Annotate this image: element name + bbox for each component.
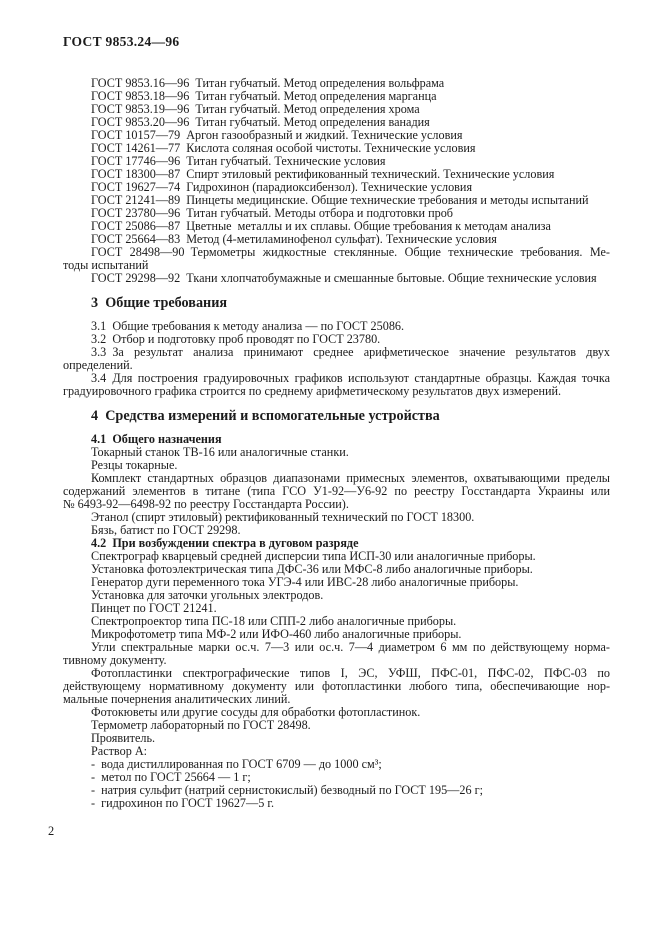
text-line: 3.1 Общие требования к методу анализа — по ГОСТ 25086. [91, 319, 405, 333]
text-line: Бязь, батист по ГОСТ 29298. [91, 523, 241, 537]
text-line: ГОСТ 9853.20—96 Титан губчатый. Метод определения ванадия [91, 115, 430, 129]
text-line: 4 Средства измерений и вспомогательные устройства [91, 408, 440, 424]
text-line: № 6493-92—6498-92 по реестру Госстандарта России). [63, 497, 349, 511]
text-line: содержаний элементов в титане (типа ГСО У1-92—У6-92 по реестру Госстандарта Украины или [63, 484, 610, 498]
text-line: Спектропроектор типа ПС-18 или СПП-2 либо аналогичные приборы. [91, 614, 457, 628]
text-line: Спектрограф кварцевый средней дисперсии типа ИСП-30 или аналогичные приборы. [91, 549, 536, 563]
text-line: Генератор дуги переменного тока УГЭ-4 или ИВС-28 либо аналогичные приборы. [91, 575, 519, 589]
text-line: Комплект стандартных образцов диапазонами примесных элементов, охватывающими пределы [91, 471, 610, 485]
paragraph [63, 641, 610, 667]
text-line: ГОСТ 9853.16—96 Титан губчатый. Метод определения вольфрама [91, 76, 445, 90]
text-line: Установка фотоэлектрическая типа ДФС-36 или МФС-8 либо аналогичные приборы. [91, 562, 533, 576]
text-line: градуировочного графика строится по среднему арифметическому результатов двух измерений. [63, 384, 562, 398]
reagent-list-item [63, 797, 610, 810]
text-line: ГОСТ 9853.18—96 Титан губчатый. Метод определения марганца [91, 89, 437, 103]
text-line: Микрофотометр типа МФ-2 или ИФО-460 либо аналогичные приборы. [91, 627, 462, 641]
text-line: ГОСТ 14261—77 Кислота соляная особой чистоты. Технические условия [91, 141, 476, 155]
text-line: ГОСТ 25086—87 Цветные металлы и их сплавы. Общие требования к методам анализа [91, 219, 551, 233]
text-line: - натрия сульфит (натрий сернистокислый) безводный по ГОСТ 195—26 г; [91, 783, 483, 797]
text-line: тивному документу. [63, 653, 167, 667]
text-line: тоды испытаний [63, 258, 149, 272]
text-line: 3.3 За результат анализа принимают среднее арифметическое значение результатов двух [91, 345, 610, 359]
text-line: - вода дистиллированная по ГОСТ 6709 — до 1000 см³; [91, 757, 382, 771]
text-line: Раствор А: [91, 744, 148, 758]
section-heading [63, 295, 610, 312]
text-line: Резцы токарные. [91, 458, 178, 472]
section-heading [63, 408, 610, 425]
text-line: Угли спектральные марки ос.ч. 7—3 или ос.ч. 7—4 диаметром 6 мм по действующему норма- [91, 640, 610, 654]
paragraph [63, 346, 610, 372]
text-line: ГОСТ 25664—83 Метод (4-метиламинофенол сульфат). Технические условия [91, 232, 497, 246]
text-line: ГОСТ 9853.19—96 Титан губчатый. Метод определения хрома [91, 102, 420, 116]
text-line: 3.2 Отбор и подготовку проб проводят по ГОСТ 23780. [91, 332, 381, 346]
text-line: ГОСТ 18300—87 Спирт этиловый ректификованный технический. Технические условия [91, 167, 555, 181]
text-line: Проявитель. [91, 731, 156, 745]
text-line: 4.1 Общего назначения [91, 432, 222, 446]
text-line: ГОСТ 17746—96 Титан губчатый. Технические условия [91, 154, 386, 168]
text-line: Фотопластинки спектрографические типов I, ЭС, УФШ, ПФС-01, ПФС-02, ПФС-03 по [91, 666, 610, 680]
text-line: 4.2 При возбуждении спектра в дуговом разряде [91, 536, 359, 550]
text-line: ГОСТ 21241—89 Пинцеты медицинские. Общие технические требования и методы испытаний [91, 193, 589, 207]
text-line: ГОСТ 19627—74 Гидрохинон (парадиоксибензол). Технические условия [91, 180, 473, 194]
text-line: определений. [63, 358, 133, 372]
text-line: 3 Общие требования [91, 295, 228, 311]
text-line: Установка для заточки угольных электродов. [91, 588, 324, 602]
standard-reference [63, 246, 610, 272]
text-line: ГОСТ 23780—96 Титан губчатый. Методы отбора и подготовки проб [91, 206, 453, 220]
text-line: 3.4 Для построения градуировочных графиков используют стандартные образцы. Каждая точка [91, 371, 610, 385]
document-body [63, 77, 610, 810]
text-line: Термометр лабораторный по ГОСТ 28498. [91, 718, 311, 732]
page-number: 2 [48, 824, 55, 838]
text-line: Этанол (спирт этиловый) ректификованный технический по ГОСТ 18300. [91, 510, 475, 524]
standard-reference [63, 272, 610, 285]
paragraph [63, 372, 610, 398]
text-line: Фотокюветы или другие сосуды для обработки фотопластинок. [91, 705, 421, 719]
text-line: ГОСТ 10157—79 Аргон газообразный и жидкий. Технические условия [91, 128, 463, 142]
text-line: мальные почернения аналитических линий. [63, 692, 291, 706]
text-line: ГОСТ 28498—90 Термометры жидкостные стеклянные. Общие технические требования. Ме- [91, 245, 610, 259]
document-standard-number: ГОСТ 9853.24—96 [63, 34, 180, 49]
text-line: ГОСТ 29298—92 Ткани хлопчатобумажные и смешанные бытовые. Общие технические условия [91, 271, 597, 285]
paragraph [63, 472, 610, 511]
text-line: - гидрохинон по ГОСТ 19627—5 г. [91, 796, 275, 810]
text-line: действующему нормативному документу или фотопластинки любого типа, обеспечивающие нор- [63, 679, 610, 693]
paragraph [63, 667, 610, 706]
text-line: Токарный станок ТВ-16 или аналогичные станки. [91, 445, 349, 459]
text-line: - метол по ГОСТ 25664 — 1 г; [91, 770, 251, 784]
text-line: Пинцет по ГОСТ 21241. [91, 601, 217, 615]
